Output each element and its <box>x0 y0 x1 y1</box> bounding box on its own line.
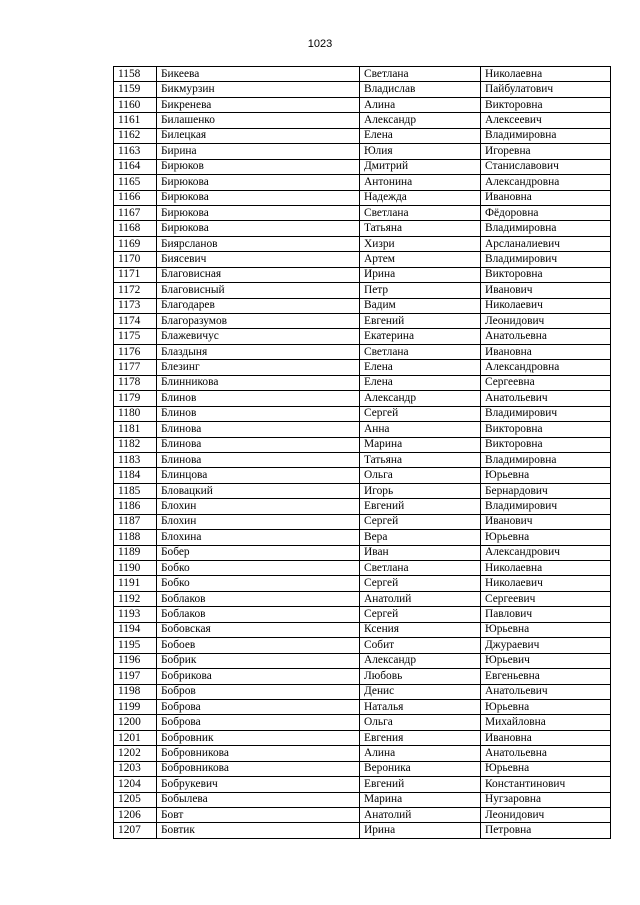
last-name-cell: Благовисный <box>157 283 360 298</box>
last-name-cell: Бобко <box>157 561 360 576</box>
table-row <box>114 777 611 792</box>
patronymic-cell: Бернардович <box>481 483 611 498</box>
first-name-cell: Марина <box>360 437 481 452</box>
row-number-cell: 1192 <box>114 591 157 606</box>
patronymic-cell: Викторовна <box>481 267 611 282</box>
patronymic-cell: Петровна <box>481 823 611 838</box>
last-name-cell: Бирина <box>157 144 360 159</box>
table-row <box>114 514 611 529</box>
last-name-cell: Боброва <box>157 715 360 730</box>
row-number-cell: 1180 <box>114 406 157 421</box>
row-number-cell: 1174 <box>114 314 157 329</box>
first-name-cell: Юлия <box>360 144 481 159</box>
table-row <box>114 792 611 807</box>
last-name-cell: Бикеева <box>157 67 360 82</box>
table-row <box>114 221 611 236</box>
patronymic-cell: Владимировна <box>481 452 611 467</box>
first-name-cell: Антонина <box>360 175 481 190</box>
row-number-cell: 1158 <box>114 67 157 82</box>
table-row <box>114 205 611 220</box>
patronymic-cell: Владимировна <box>481 128 611 143</box>
row-number-cell: 1203 <box>114 761 157 776</box>
table-row <box>114 113 611 128</box>
row-number-cell: 1160 <box>114 97 157 112</box>
first-name-cell: Петр <box>360 283 481 298</box>
row-number-cell: 1198 <box>114 684 157 699</box>
first-name-cell: Артем <box>360 252 481 267</box>
last-name-cell: Блажевичус <box>157 329 360 344</box>
row-number-cell: 1162 <box>114 128 157 143</box>
table-row <box>114 622 611 637</box>
patronymic-cell: Анатольевна <box>481 329 611 344</box>
row-number-cell: 1186 <box>114 499 157 514</box>
last-name-cell: Бобрик <box>157 653 360 668</box>
last-name-cell: Бовт <box>157 808 360 823</box>
row-number-cell: 1205 <box>114 792 157 807</box>
row-number-cell: 1172 <box>114 283 157 298</box>
table-body <box>114 67 611 839</box>
last-name-cell: Бобров <box>157 684 360 699</box>
table-row <box>114 267 611 282</box>
last-name-cell: Боблаков <box>157 607 360 622</box>
name-registry-table <box>113 66 611 839</box>
first-name-cell: Сергей <box>360 406 481 421</box>
first-name-cell: Евгений <box>360 499 481 514</box>
last-name-cell: Блинова <box>157 452 360 467</box>
patronymic-cell: Арсланалиевич <box>481 236 611 251</box>
first-name-cell: Елена <box>360 128 481 143</box>
first-name-cell: Денис <box>360 684 481 699</box>
last-name-cell: Блезинг <box>157 360 360 375</box>
row-number-cell: 1163 <box>114 144 157 159</box>
patronymic-cell: Николаевна <box>481 561 611 576</box>
patronymic-cell: Пайбулатович <box>481 82 611 97</box>
row-number-cell: 1207 <box>114 823 157 838</box>
patronymic-cell: Юрьевич <box>481 653 611 668</box>
patronymic-cell: Евгеньевна <box>481 669 611 684</box>
first-name-cell: Собит <box>360 638 481 653</box>
last-name-cell: Бирюкова <box>157 175 360 190</box>
first-name-cell: Анатолий <box>360 808 481 823</box>
row-number-cell: 1173 <box>114 298 157 313</box>
patronymic-cell: Анатольевич <box>481 391 611 406</box>
first-name-cell: Вероника <box>360 761 481 776</box>
row-number-cell: 1170 <box>114 252 157 267</box>
first-name-cell: Александр <box>360 391 481 406</box>
last-name-cell: Блохин <box>157 499 360 514</box>
last-name-cell: Блинова <box>157 422 360 437</box>
row-number-cell: 1177 <box>114 360 157 375</box>
first-name-cell: Владислав <box>360 82 481 97</box>
patronymic-cell: Алексеевич <box>481 113 611 128</box>
table-row <box>114 190 611 205</box>
table-row <box>114 437 611 452</box>
row-number-cell: 1201 <box>114 730 157 745</box>
last-name-cell: Бобоев <box>157 638 360 653</box>
first-name-cell: Сергей <box>360 514 481 529</box>
patronymic-cell: Викторовна <box>481 437 611 452</box>
patronymic-cell: Фёдоровна <box>481 205 611 220</box>
last-name-cell: Блинова <box>157 437 360 452</box>
last-name-cell: Благодарев <box>157 298 360 313</box>
patronymic-cell: Леонидович <box>481 314 611 329</box>
table-row <box>114 283 611 298</box>
row-number-cell: 1169 <box>114 236 157 251</box>
table-row <box>114 499 611 514</box>
table-row <box>114 653 611 668</box>
table-row <box>114 545 611 560</box>
first-name-cell: Марина <box>360 792 481 807</box>
table-row <box>114 483 611 498</box>
table-row <box>114 252 611 267</box>
row-number-cell: 1159 <box>114 82 157 97</box>
last-name-cell: Бирюкова <box>157 205 360 220</box>
patronymic-cell: Иванович <box>481 514 611 529</box>
patronymic-cell: Павлович <box>481 607 611 622</box>
last-name-cell: Билашенко <box>157 113 360 128</box>
row-number-cell: 1179 <box>114 391 157 406</box>
first-name-cell: Алина <box>360 746 481 761</box>
patronymic-cell: Иванович <box>481 283 611 298</box>
patronymic-cell: Михайловна <box>481 715 611 730</box>
patronymic-cell: Викторовна <box>481 97 611 112</box>
table-row <box>114 730 611 745</box>
row-number-cell: 1197 <box>114 669 157 684</box>
patronymic-cell: Юрьевна <box>481 530 611 545</box>
last-name-cell: Бикмурзин <box>157 82 360 97</box>
first-name-cell: Иван <box>360 545 481 560</box>
patronymic-cell: Юрьевна <box>481 468 611 483</box>
page-number: 1023 <box>307 38 333 50</box>
row-number-cell: 1204 <box>114 777 157 792</box>
table-row <box>114 97 611 112</box>
table-row <box>114 314 611 329</box>
patronymic-cell: Александрович <box>481 545 611 560</box>
patronymic-cell: Джураевич <box>481 638 611 653</box>
patronymic-cell: Николаевна <box>481 67 611 82</box>
table-row <box>114 823 611 838</box>
last-name-cell: Боброва <box>157 699 360 714</box>
first-name-cell: Александр <box>360 653 481 668</box>
last-name-cell: Блинов <box>157 406 360 421</box>
row-number-cell: 1199 <box>114 699 157 714</box>
row-number-cell: 1194 <box>114 622 157 637</box>
last-name-cell: Бобровникова <box>157 761 360 776</box>
patronymic-cell: Александровна <box>481 360 611 375</box>
patronymic-cell: Викторовна <box>481 422 611 437</box>
last-name-cell: Блаздыня <box>157 344 360 359</box>
patronymic-cell: Станиславович <box>481 159 611 174</box>
first-name-cell: Екатерина <box>360 329 481 344</box>
last-name-cell: Бобрукевич <box>157 777 360 792</box>
last-name-cell: Бикренева <box>157 97 360 112</box>
row-number-cell: 1188 <box>114 530 157 545</box>
row-number-cell: 1178 <box>114 375 157 390</box>
table-row <box>114 159 611 174</box>
first-name-cell: Татьяна <box>360 452 481 467</box>
first-name-cell: Алина <box>360 97 481 112</box>
patronymic-cell: Юрьевна <box>481 761 611 776</box>
last-name-cell: Бобровник <box>157 730 360 745</box>
row-number-cell: 1185 <box>114 483 157 498</box>
first-name-cell: Надежда <box>360 190 481 205</box>
first-name-cell: Елена <box>360 375 481 390</box>
row-number-cell: 1184 <box>114 468 157 483</box>
table-row <box>114 808 611 823</box>
first-name-cell: Ирина <box>360 267 481 282</box>
patronymic-cell: Анатольевич <box>481 684 611 699</box>
first-name-cell: Елена <box>360 360 481 375</box>
first-name-cell: Ольга <box>360 715 481 730</box>
row-number-cell: 1183 <box>114 452 157 467</box>
table-row <box>114 422 611 437</box>
first-name-cell: Светлана <box>360 344 481 359</box>
last-name-cell: Бобрикова <box>157 669 360 684</box>
row-number-cell: 1187 <box>114 514 157 529</box>
table-row <box>114 452 611 467</box>
first-name-cell: Вера <box>360 530 481 545</box>
last-name-cell: Блинцова <box>157 468 360 483</box>
patronymic-cell: Нугзаровна <box>481 792 611 807</box>
table-row <box>114 699 611 714</box>
patronymic-cell: Владимирович <box>481 252 611 267</box>
first-name-cell: Игорь <box>360 483 481 498</box>
first-name-cell: Ольга <box>360 468 481 483</box>
last-name-cell: Бобылева <box>157 792 360 807</box>
patronymic-cell: Юрьевна <box>481 699 611 714</box>
patronymic-cell: Игоревна <box>481 144 611 159</box>
patronymic-cell: Константинович <box>481 777 611 792</box>
patronymic-cell: Анатольевна <box>481 746 611 761</box>
last-name-cell: Бобер <box>157 545 360 560</box>
last-name-cell: Биярсланов <box>157 236 360 251</box>
first-name-cell: Анна <box>360 422 481 437</box>
table-row <box>114 684 611 699</box>
table-row <box>114 128 611 143</box>
table-row <box>114 82 611 97</box>
row-number-cell: 1161 <box>114 113 157 128</box>
first-name-cell: Ирина <box>360 823 481 838</box>
patronymic-cell: Ивановна <box>481 344 611 359</box>
row-number-cell: 1171 <box>114 267 157 282</box>
last-name-cell: Блохин <box>157 514 360 529</box>
first-name-cell: Светлана <box>360 205 481 220</box>
first-name-cell: Александр <box>360 113 481 128</box>
table-row <box>114 67 611 82</box>
first-name-cell: Светлана <box>360 67 481 82</box>
table-row <box>114 406 611 421</box>
last-name-cell: Благоразумов <box>157 314 360 329</box>
row-number-cell: 1166 <box>114 190 157 205</box>
last-name-cell: Блинов <box>157 391 360 406</box>
table-row <box>114 298 611 313</box>
last-name-cell: Бловацкий <box>157 483 360 498</box>
first-name-cell: Любовь <box>360 669 481 684</box>
row-number-cell: 1200 <box>114 715 157 730</box>
patronymic-cell: Сергеевич <box>481 591 611 606</box>
first-name-cell: Анатолий <box>360 591 481 606</box>
first-name-cell: Наталья <box>360 699 481 714</box>
table-row <box>114 530 611 545</box>
last-name-cell: Бобовская <box>157 622 360 637</box>
row-number-cell: 1195 <box>114 638 157 653</box>
row-number-cell: 1202 <box>114 746 157 761</box>
patronymic-cell: Юрьевна <box>481 622 611 637</box>
table-row <box>114 669 611 684</box>
patronymic-cell: Владимирович <box>481 499 611 514</box>
row-number-cell: 1175 <box>114 329 157 344</box>
first-name-cell: Евгения <box>360 730 481 745</box>
table-row <box>114 375 611 390</box>
row-number-cell: 1190 <box>114 561 157 576</box>
table-row <box>114 360 611 375</box>
first-name-cell: Вадим <box>360 298 481 313</box>
table-row <box>114 576 611 591</box>
table-row <box>114 607 611 622</box>
row-number-cell: 1181 <box>114 422 157 437</box>
last-name-cell: Благовисная <box>157 267 360 282</box>
row-number-cell: 1176 <box>114 344 157 359</box>
row-number-cell: 1191 <box>114 576 157 591</box>
first-name-cell: Евгений <box>360 314 481 329</box>
table-row <box>114 591 611 606</box>
first-name-cell: Дмитрий <box>360 159 481 174</box>
row-number-cell: 1196 <box>114 653 157 668</box>
table-row <box>114 175 611 190</box>
patronymic-cell: Леонидович <box>481 808 611 823</box>
last-name-cell: Биясевич <box>157 252 360 267</box>
last-name-cell: Бирюкова <box>157 190 360 205</box>
first-name-cell: Светлана <box>360 561 481 576</box>
table-row <box>114 638 611 653</box>
patronymic-cell: Николаевич <box>481 576 611 591</box>
patronymic-cell: Владимировна <box>481 221 611 236</box>
row-number-cell: 1168 <box>114 221 157 236</box>
row-number-cell: 1193 <box>114 607 157 622</box>
table-row <box>114 391 611 406</box>
patronymic-cell: Николаевич <box>481 298 611 313</box>
row-number-cell: 1182 <box>114 437 157 452</box>
table-row <box>114 144 611 159</box>
table-row <box>114 236 611 251</box>
table-row <box>114 344 611 359</box>
table-row <box>114 561 611 576</box>
table-row <box>114 468 611 483</box>
row-number-cell: 1164 <box>114 159 157 174</box>
last-name-cell: Бовтик <box>157 823 360 838</box>
last-name-cell: Бирюков <box>157 159 360 174</box>
row-number-cell: 1165 <box>114 175 157 190</box>
table-row <box>114 746 611 761</box>
table-row <box>114 761 611 776</box>
patronymic-cell: Ивановна <box>481 190 611 205</box>
table-row <box>114 715 611 730</box>
patronymic-cell: Владимирович <box>481 406 611 421</box>
row-number-cell: 1206 <box>114 808 157 823</box>
last-name-cell: Боблаков <box>157 591 360 606</box>
last-name-cell: Бобко <box>157 576 360 591</box>
last-name-cell: Блинникова <box>157 375 360 390</box>
last-name-cell: Бирюкова <box>157 221 360 236</box>
row-number-cell: 1189 <box>114 545 157 560</box>
patronymic-cell: Сергеевна <box>481 375 611 390</box>
patronymic-cell: Ивановна <box>481 730 611 745</box>
last-name-cell: Бобровникова <box>157 746 360 761</box>
first-name-cell: Сергей <box>360 607 481 622</box>
first-name-cell: Хизри <box>360 236 481 251</box>
row-number-cell: 1167 <box>114 205 157 220</box>
first-name-cell: Ксения <box>360 622 481 637</box>
last-name-cell: Билецкая <box>157 128 360 143</box>
first-name-cell: Татьяна <box>360 221 481 236</box>
first-name-cell: Сергей <box>360 576 481 591</box>
last-name-cell: Блохина <box>157 530 360 545</box>
first-name-cell: Евгений <box>360 777 481 792</box>
patronymic-cell: Александровна <box>481 175 611 190</box>
table-row <box>114 329 611 344</box>
